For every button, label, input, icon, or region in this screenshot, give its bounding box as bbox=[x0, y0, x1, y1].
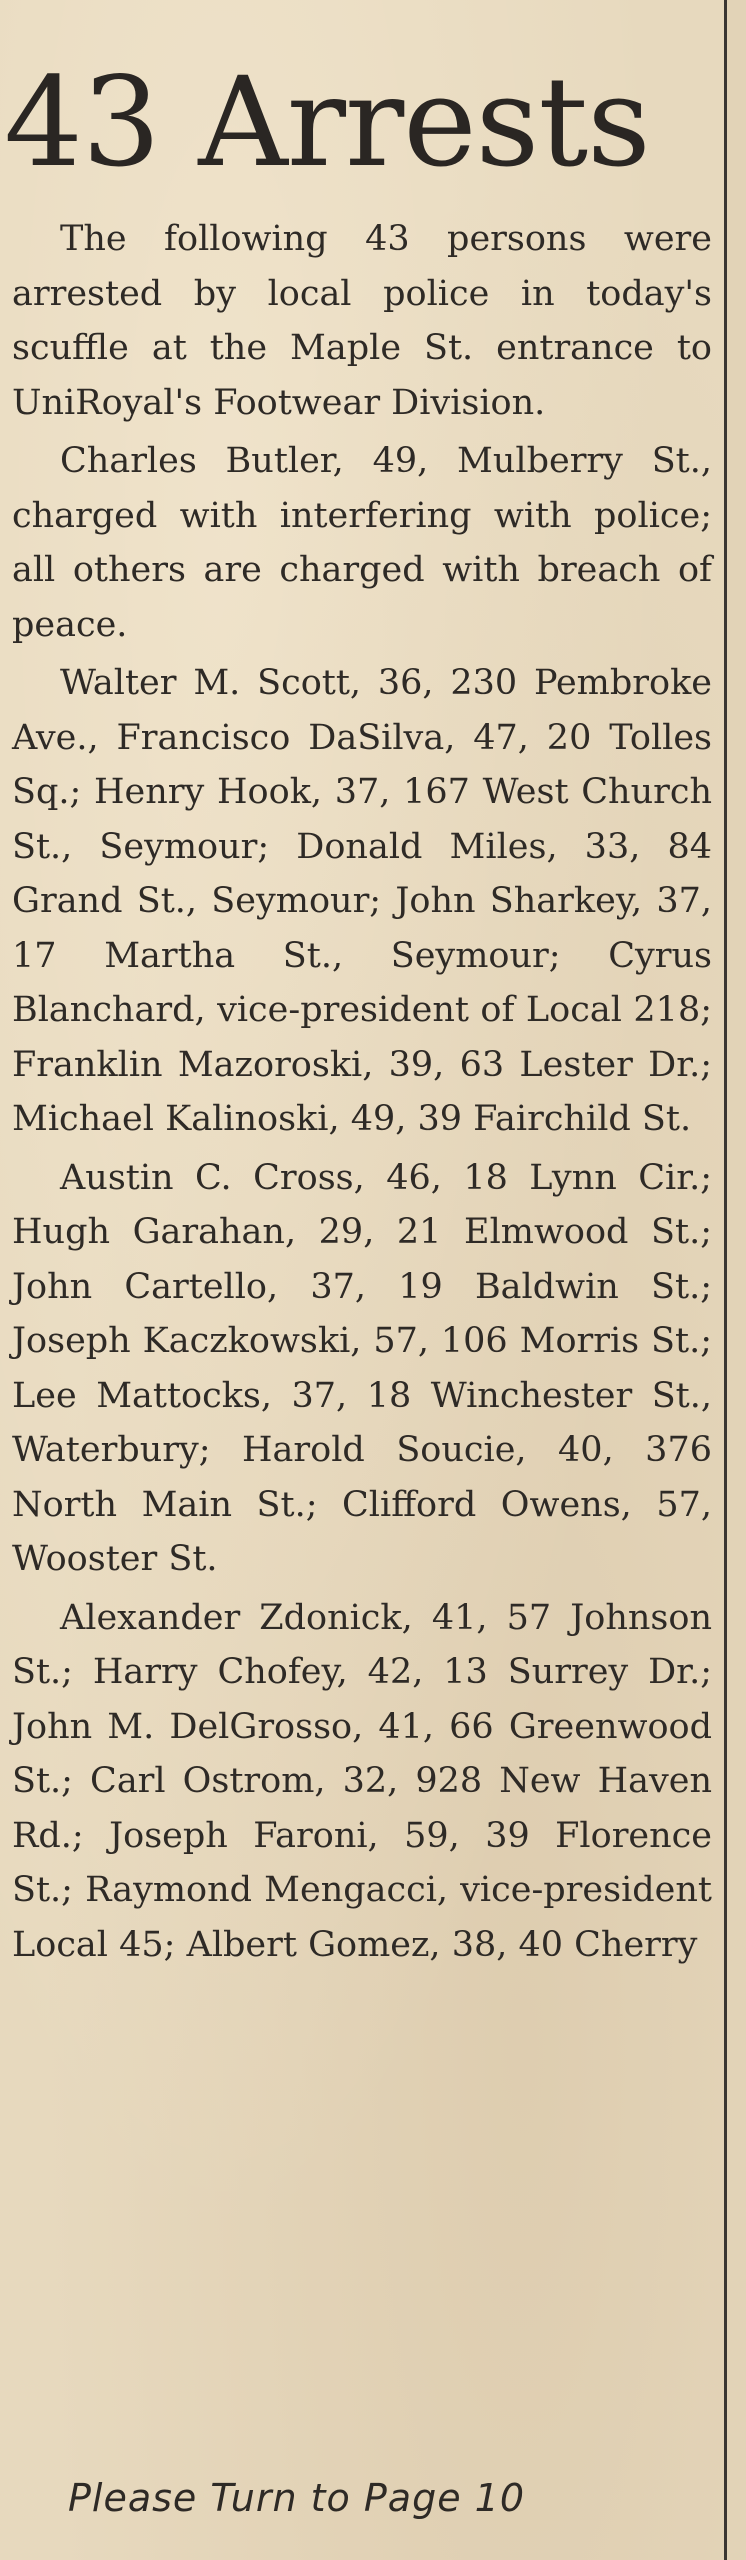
article-body bbox=[12, 212, 712, 1976]
paragraph-names-1: Walter M. Scott, 36, 230 Pembroke Ave., Francisco DaSilva, 47, 20 Tolles Sq.; Henry Hook, 37, 167 West Church St., Seymour; Donald Miles, 33, 84 Grand St., Seymour; John Sharkey, 37, 17 Martha St., Seymour; Cyrus Blanchard, vice-president of Local 218; Franklin Mazoroski, 39, 63 Lester Dr.; Michael Kalinoski, 49, 39 Fairchild St. bbox=[12, 663, 712, 1139]
headline: 43 Arrests bbox=[4, 51, 650, 195]
paragraph-names-2: Austin C. Cross, 46, 18 Lynn Cir.; Hugh Garahan, 29, 21 Elmwood St.; John Cartello, 37, 19 Baldwin St.; Joseph Kaczkowski, 57, 106 Morris St.; Lee Mattocks, 37, 18 Winchester St., Waterbury; Harold Soucie, 40, 376 North Main St.; Clifford Owens, 57, Wooster St. bbox=[12, 1157, 712, 1579]
column-rule bbox=[724, 0, 727, 2560]
paragraph-charges: Charles Butler, 49, Mulberry St., charged with interfering with police; all others are charged with breach of peace. bbox=[12, 441, 712, 645]
continued-on-page-line: Please Turn to Page 10 bbox=[68, 2476, 526, 2520]
paragraph-intro: The following 43 persons were arrested by local police in today's scuffle at the Maple St. entrance to UniRoyal's Footwear Division. bbox=[12, 219, 712, 423]
adjacent-page-edge bbox=[727, 0, 746, 2560]
paragraph-names-3: Alexander Zdonick, 41, 57 Johnson St.; Harry Chofey, 42, 13 Surrey Dr.; John M. DelGrosso, 41, 66 Greenwood St.; Carl Ostrom, 32, 928 New Haven Rd.; Joseph Faroni, 59, 39 Florence St.; Raymond Mengacci, vice-president Local 45; Albert Gomez, 38, 40 Cherry bbox=[12, 1597, 712, 1965]
